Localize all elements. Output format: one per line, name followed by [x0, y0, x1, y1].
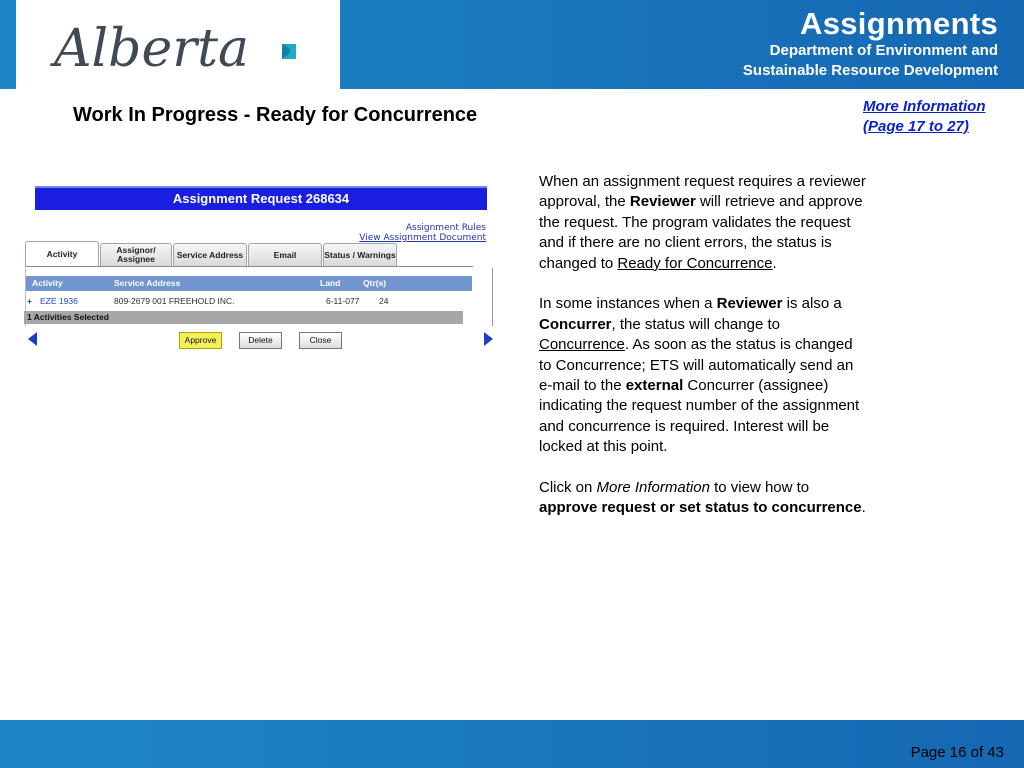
tab-divider: [25, 266, 473, 267]
cell-service-address: 809-2679 001 FREEHOLD INC.: [114, 296, 235, 306]
header-subtitle-line2: Sustainable Resource Development: [742, 62, 998, 79]
view-assignment-document-link[interactable]: View Assignment Document: [359, 233, 486, 243]
page-number: Page 16 of 43: [910, 744, 1004, 761]
col-header-qtrs[interactable]: Qtr(s): [363, 278, 387, 288]
paragraph-click-more-info: Click on More Information to view how to approve request or set status to concurrence.: [539, 479, 866, 517]
col-header-activity[interactable]: Activity: [32, 278, 63, 288]
close-button[interactable]: Close: [299, 332, 342, 349]
col-header-land[interactable]: Land: [320, 278, 341, 288]
slide-title: Work In Progress - Ready for Concurrence: [73, 104, 478, 126]
tab-assignor-assignee[interactable]: Assignor/ Assignee: [100, 243, 172, 266]
tab-activity[interactable]: Activity: [25, 241, 99, 266]
col-header-service-address[interactable]: Service Address: [114, 278, 181, 288]
more-info-line2[interactable]: (Page 17 to 27): [863, 118, 969, 135]
header-banner: [0, 0, 1024, 89]
assignment-request-screenshot: [22, 180, 500, 355]
paragraph-reviewer: When an assignment request requires a reviewer approval, the Reviewer will retrieve and approve the request. The program validates the request and if there are no client errors, the status is changed to Ready for Concurrence.: [539, 173, 866, 272]
cell-qtrs: 24: [379, 296, 389, 306]
cell-activity[interactable]: EZE 1936: [40, 296, 78, 306]
activities-selected-count: 1 Activities Selected: [27, 312, 109, 322]
tab-service-address[interactable]: Service Address: [173, 243, 247, 266]
request-title-bar: Assignment Request 268634: [35, 186, 487, 210]
more-information-link[interactable]: [863, 97, 986, 137]
description-text: [539, 172, 869, 539]
grid-footer: [24, 311, 463, 324]
grid-header-row: [26, 276, 472, 291]
header-title: Assignments: [800, 6, 998, 41]
tab-status-warnings[interactable]: Status / Warnings: [323, 243, 397, 266]
paragraph-concurrer: In some instances when a Reviewer is also a Concurrer, the status will change to Concurrence. As soon as the status is changed to Concurrence; ETS will automatically send an e-mail to the external Concurrer (assignee) indicating the request number of the assignment and concurrence is required. Interest will be locked at this point.: [539, 295, 860, 456]
alberta-logo: [16, 0, 340, 89]
alberta-logo-text: Alberta: [54, 19, 249, 79]
expand-row-icon[interactable]: +: [27, 296, 32, 306]
table-row[interactable]: [26, 294, 472, 308]
cell-land: 6-11-077: [326, 296, 360, 306]
delete-button[interactable]: Delete: [239, 332, 282, 349]
assignment-rules-link[interactable]: Assignment Rules: [405, 223, 486, 233]
scroll-right-arrow-icon[interactable]: [484, 332, 493, 346]
approve-button[interactable]: Approve: [179, 332, 222, 349]
footer-banner: [0, 720, 1024, 768]
more-info-line1[interactable]: More Information: [863, 98, 986, 115]
tab-email[interactable]: Email: [248, 243, 322, 266]
scroll-left-arrow-icon[interactable]: [28, 332, 37, 346]
header-subtitle-line1: Department of Environment and: [769, 42, 998, 59]
